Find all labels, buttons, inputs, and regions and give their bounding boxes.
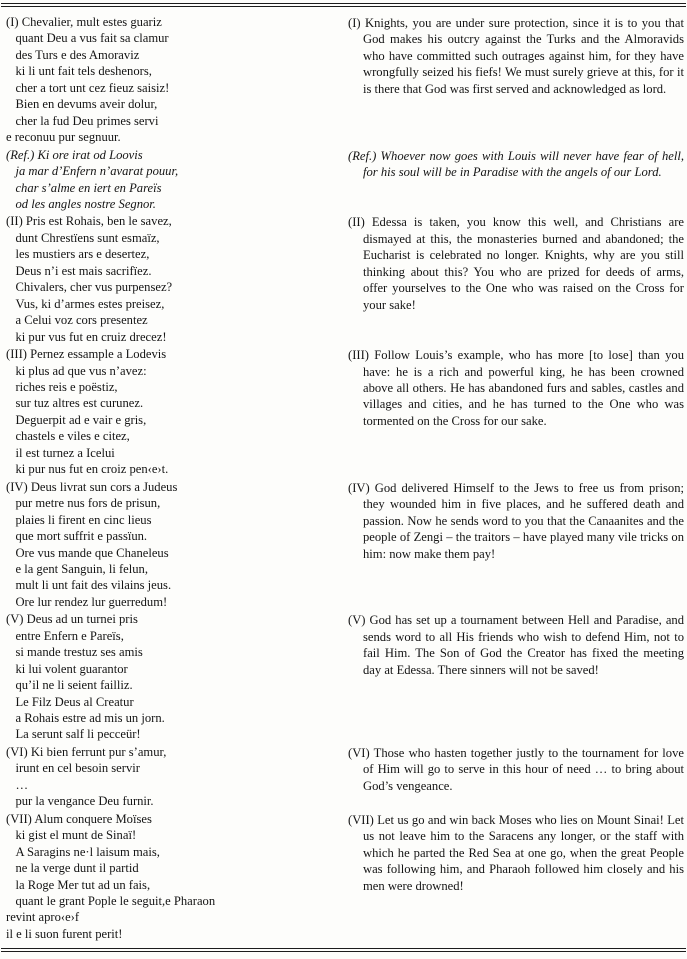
verse-line: (II) Pris est Rohais, ben le savez, [6,214,172,229]
verse-line: ki lui volent guarantor [6,661,128,676]
verse-line: Deus n’i est mais sacrifïez. [6,263,152,278]
verse-line: e la gent Sanguin, li felun, [6,561,149,576]
verse-line: cher a tort unt cez fieuz saisiz! [6,80,170,95]
verse-line: (VI) Ki bien ferrunt pur s’amur, [6,744,167,759]
english-translation-VII: (VII) Let us go and win back Moses who lies on Mount Sinai! Let us not leave him to the Saracens any longer, or the staff with which he parted the Red Sea at one go, when the great People was following him, and Pharaoh followed him closely and his men were drowned! [348,812,684,893]
verse-line: Vus, ki d’armes estes preisez, [6,296,165,311]
verse-line: ja mar d’Enfern n’avarat pouur, [6,164,179,179]
verse-line: dunt Chrestïens sunt esmaïz, [6,230,160,245]
verse-line: Chivalers, cher vus purpensez? [6,280,173,295]
verse-line: La serunt salf li pecceür! [6,727,141,742]
verse-line: (V) Deus ad un turnei pris [6,612,138,627]
verse-line: cher la fud Deu primes servi [6,113,159,128]
english-translation-V: (V) God has set up a tournament between Hell and Paradise, and sends word to all His friends who wish to defend Him, not to fail Him. The Son of God the Creator has fixed the meeting day at Edessa. There sinners will not be saved! [348,613,684,677]
verse-line: (VII) Alum conquere Moïses [6,811,152,826]
verse-line: ki pur nus fut en croiz pen‹e›t. [6,462,169,477]
verse-line: il est turnez a Icelui [6,445,115,460]
verse-line: sur tuz altres est curunez. [6,396,144,411]
verse-line: mult li unt fait des vilains jeus. [6,578,172,593]
verse-line: que mort suffrit e passïun. [6,529,148,544]
stanza-row-V [6,611,684,743]
verse-line: a Celui voz cors presentez [6,313,148,328]
verse-line: des Turs e des Amoraviz [6,47,140,62]
verse-line: quant le grant Pople le seguit,e Pharaon [6,894,216,909]
verse-line: Deguerpit ad e vair e gris, [6,412,147,427]
verse-line: quant Deu a vus fait sa clamur [6,31,169,46]
english-translation-I: (I) Knights, you are under sure protection, since it is to you that God makes his outcry against the Turks and the Almoravids who have committed such outrages against him, for they have wrongfully seized his fiefs! We must surely grieve at this, for it is there that God was first served and acknowledged as lord. [348,16,684,96]
french-stanza-V [6,611,340,743]
verse-line: ki li unt fait tels deshenors, [6,64,152,79]
verse-line: ki plus ad que vus n’avez: [6,363,147,378]
french-stanza-I [6,14,340,146]
english-translation-III: (III) Follow Louis’s example, who has more [to lose] than you have: he is a rich and powerful king, he has been crowned above all others. He has abandoned furs and sables, castles and villages and cities, and he has turned to the One who was tormented on the Cross for our sake. [348,348,684,428]
stanza-row-IV [6,479,684,611]
stanza-row-III [6,346,684,478]
verse-line: pur la vengance Deu furnir. [6,794,154,809]
english-translation-Ref: (Ref.) Whoever now goes with Louis will never have fear of hell, for his soul will be in Paradise with the angels of our Lord. [348,148,684,180]
french-stanza-VI [6,744,340,810]
stanza-row-Ref [6,147,684,213]
stanza-row-I [6,14,684,146]
verse-line: e reconuu pur segnuur. [6,130,121,145]
verse-line: irunt en cel besoin servir [6,761,140,776]
french-stanza-Ref [6,147,340,213]
verse-line: plaies li firent en cinc lieus [6,512,152,527]
verse-line: Bien en devums aveir dolur, [6,97,158,112]
english-translation-VI: (VI) Those who hasten together justly to the tournament for love of Him will go to serve in this hour of need … to bring about God’s vengeance. [348,745,684,793]
verse-line: a Rohais estre ad mis un jorn. [6,711,165,726]
verse-line: riches reis e poëstiz, [6,379,118,394]
verse-line: qu’il ne li seient failliz. [6,678,133,693]
verse-line: revint apro‹e›f [6,910,80,925]
verse-line: ne la verge dunt il partid [6,861,139,876]
verse-line: char s’alme en iert en Pareïs [6,180,162,195]
verse-line: (IV) Deus livrat sun cors a Judeus [6,479,178,494]
verse-line: (Ref.) Ki ore irat od Loovis [6,147,143,162]
verse-line: entre Enfern e Pareïs, [6,628,124,643]
verse-line: … [6,777,29,792]
verse-line: pur metre nus fors de prisun, [6,496,161,511]
stanza-row-VI [6,744,684,810]
verse-line: Le Filz Deus al Creatur [6,694,134,709]
english-translation-IV: (IV) God delivered Himself to the Jews to free us from prison; they wounded him in five places, and he suffered death and passion. Now he sends word to you that the Canaanites and the people of Zengi – the traitors – have played many vile tricks on him: now make them pay! [348,480,684,561]
verse-line: od les angles nostre Segnor. [6,196,156,211]
verse-line: Ore vus mande que Chaneleus [6,545,169,560]
french-stanza-VII [6,811,340,943]
verse-line: (I) Chevalier, mult estes guariz [6,15,162,29]
verse-line: A Saragins ne·l laisum mais, [6,844,160,859]
verse-line: chastels e viles e citez, [6,429,130,444]
verse-line: (III) Pernez essample a Lodevis [6,347,167,362]
stanza-row-II [6,213,684,345]
verse-line: ki gist el munt de Sinaï! [6,828,137,843]
verse-line: il e li suon furent perit! [6,926,123,941]
stanza-row-VII [6,811,684,943]
verse-line: si mande trestuz ses amis [6,645,143,660]
french-stanza-IV [6,479,340,611]
verse-line: les mustiers ars e desertez, [6,247,150,262]
bilingual-text-block [0,7,687,948]
verse-line: la Roge Mer tut ad un fais, [6,877,151,892]
french-stanza-II [6,213,340,345]
french-stanza-III [6,346,340,478]
bottom-rule [1,948,686,952]
english-translation-II: (II) Edessa is taken, you know this well, and Christians are dismayed at this, the monasteries burned and abandoned; the Eucharist is celebrated no longer. Knights, why are you still thinking about this? You who are prized for deeds of arms, offer yourselves to the One who was raised on the Cross for your sake! [348,215,684,312]
verse-line: Ore lur rendez lur guerredum! [6,594,168,609]
verse-line: ki pur vus fut en cruiz drecez! [6,329,167,344]
